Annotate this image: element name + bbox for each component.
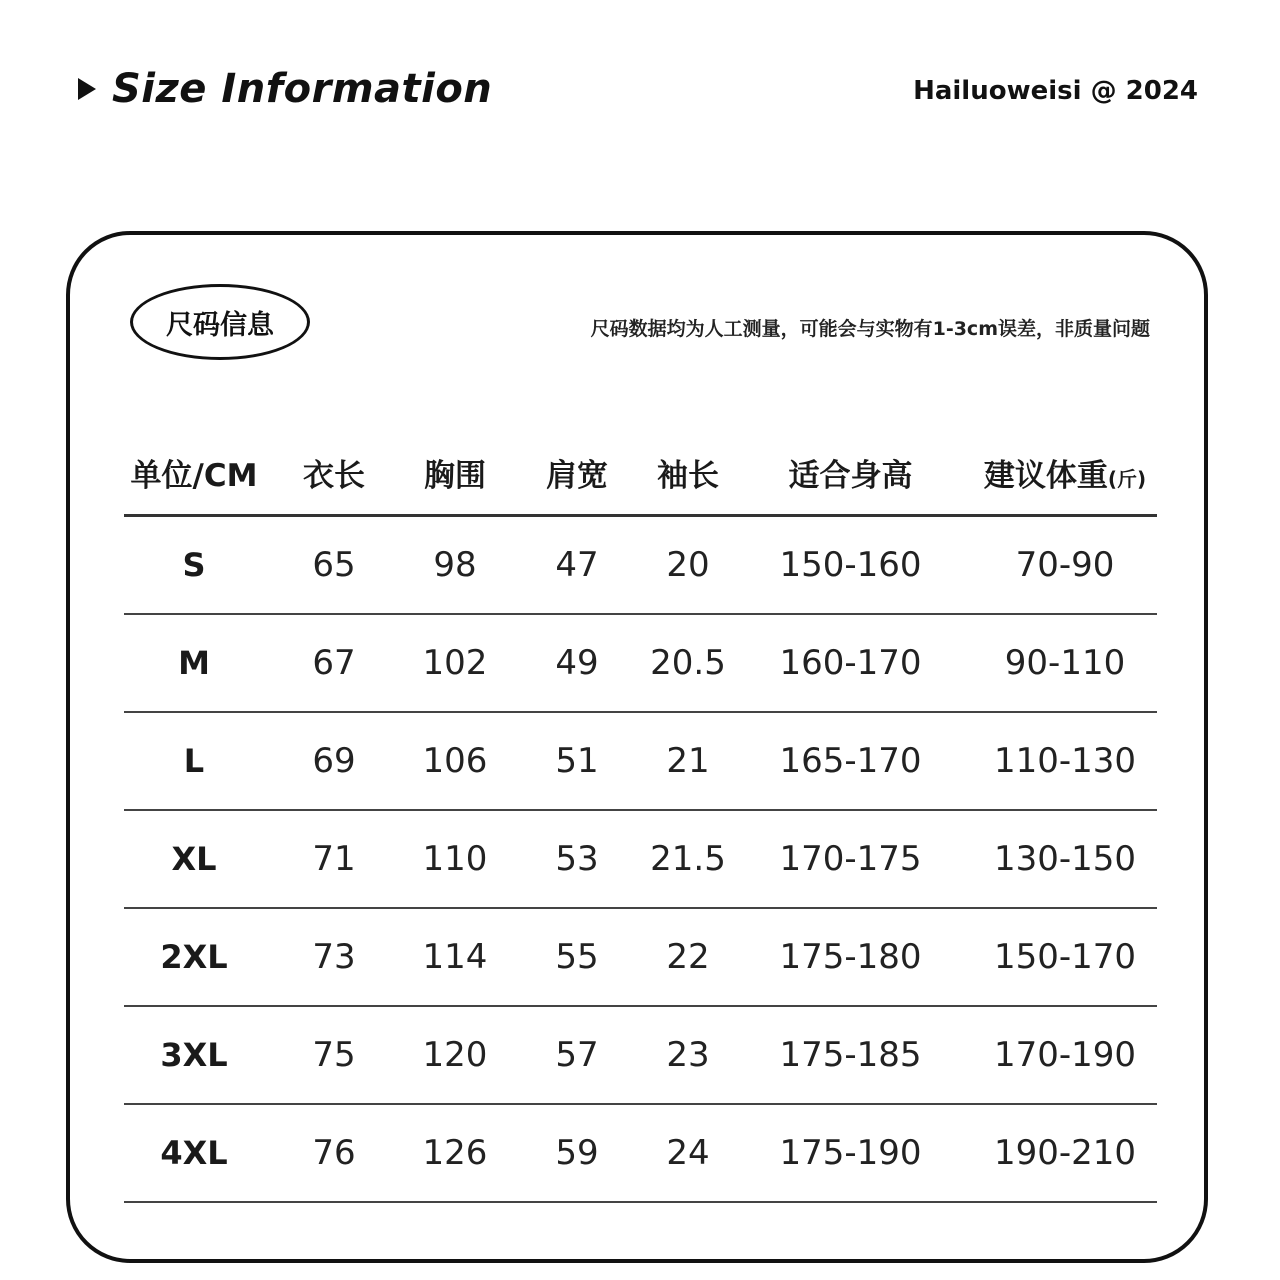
brand-label: Hailuoweisi @ 2024: [913, 76, 1198, 106]
table-cell: 110-130: [973, 712, 1157, 810]
column-header: 建议体重: [983, 457, 1108, 494]
column-header: 肩宽: [506, 430, 648, 516]
table-row: [124, 516, 1157, 615]
table-row: [124, 1104, 1157, 1202]
table-cell: 51: [506, 712, 648, 810]
table-cell: 175-190: [728, 1104, 973, 1202]
table-cell: 24: [648, 1104, 728, 1202]
table-cell: 21.5: [648, 810, 728, 908]
table-cell: 73: [264, 908, 404, 1006]
table-header-row: [124, 430, 1157, 516]
table-row: [124, 712, 1157, 810]
size-cell: 3XL: [124, 1006, 264, 1104]
triangle-right-icon: [78, 78, 96, 100]
table-cell: 21: [648, 712, 728, 810]
table-cell: 120: [404, 1006, 506, 1104]
table-cell: 130-150: [973, 810, 1157, 908]
table-cell: 170-175: [728, 810, 973, 908]
table-cell: 59: [506, 1104, 648, 1202]
column-header-weight: [973, 430, 1157, 516]
size-cell: M: [124, 614, 264, 712]
table-cell: 110: [404, 810, 506, 908]
table-cell: 76: [264, 1104, 404, 1202]
column-header: 单位/CM: [124, 430, 264, 516]
table-row: [124, 1006, 1157, 1104]
table-cell: 114: [404, 908, 506, 1006]
table-cell: 20.5: [648, 614, 728, 712]
table-row: [124, 614, 1157, 712]
column-header: 袖长: [648, 430, 728, 516]
weight-unit: (斤): [1107, 466, 1147, 491]
table-cell: 71: [264, 810, 404, 908]
size-cell: L: [124, 712, 264, 810]
column-header: 适合身高: [728, 430, 973, 516]
size-cell: 2XL: [124, 908, 264, 1006]
table-cell: 106: [404, 712, 506, 810]
table-cell: 47: [506, 516, 648, 615]
table-cell: 150-170: [973, 908, 1157, 1006]
column-header: 胸围: [404, 430, 506, 516]
table-cell: 49: [506, 614, 648, 712]
size-table: [124, 430, 1157, 1203]
table-row: [124, 908, 1157, 1006]
table-cell: 160-170: [728, 614, 973, 712]
size-cell: XL: [124, 810, 264, 908]
table-cell: 55: [506, 908, 648, 1006]
table-cell: 150-160: [728, 516, 973, 615]
table-cell: 57: [506, 1006, 648, 1104]
page-title-text: Size Information: [112, 66, 493, 112]
column-header: 衣长: [264, 430, 404, 516]
table-cell: 175-185: [728, 1006, 973, 1104]
table-cell: 75: [264, 1006, 404, 1104]
table-cell: 170-190: [973, 1006, 1157, 1104]
measurement-note: 尺码数据均为人工测量，可能会与实物有1-3cm误差，非质量问题: [590, 318, 1150, 340]
size-info-badge: 尺码信息: [130, 284, 310, 360]
table-cell: 67: [264, 614, 404, 712]
table-cell: 90-110: [973, 614, 1157, 712]
table-cell: 22: [648, 908, 728, 1006]
page-title: [78, 62, 492, 116]
table-cell: 70-90: [973, 516, 1157, 615]
table-cell: 175-180: [728, 908, 973, 1006]
table-row: [124, 810, 1157, 908]
table-cell: 20: [648, 516, 728, 615]
table-cell: 98: [404, 516, 506, 615]
table-cell: 23: [648, 1006, 728, 1104]
size-cell: 4XL: [124, 1104, 264, 1202]
table-cell: 53: [506, 810, 648, 908]
table-cell: 65: [264, 516, 404, 615]
table-cell: 126: [404, 1104, 506, 1202]
table-cell: 165-170: [728, 712, 973, 810]
size-cell: S: [124, 516, 264, 615]
table-cell: 69: [264, 712, 404, 810]
table-cell: 102: [404, 614, 506, 712]
table-cell: 190-210: [973, 1104, 1157, 1202]
